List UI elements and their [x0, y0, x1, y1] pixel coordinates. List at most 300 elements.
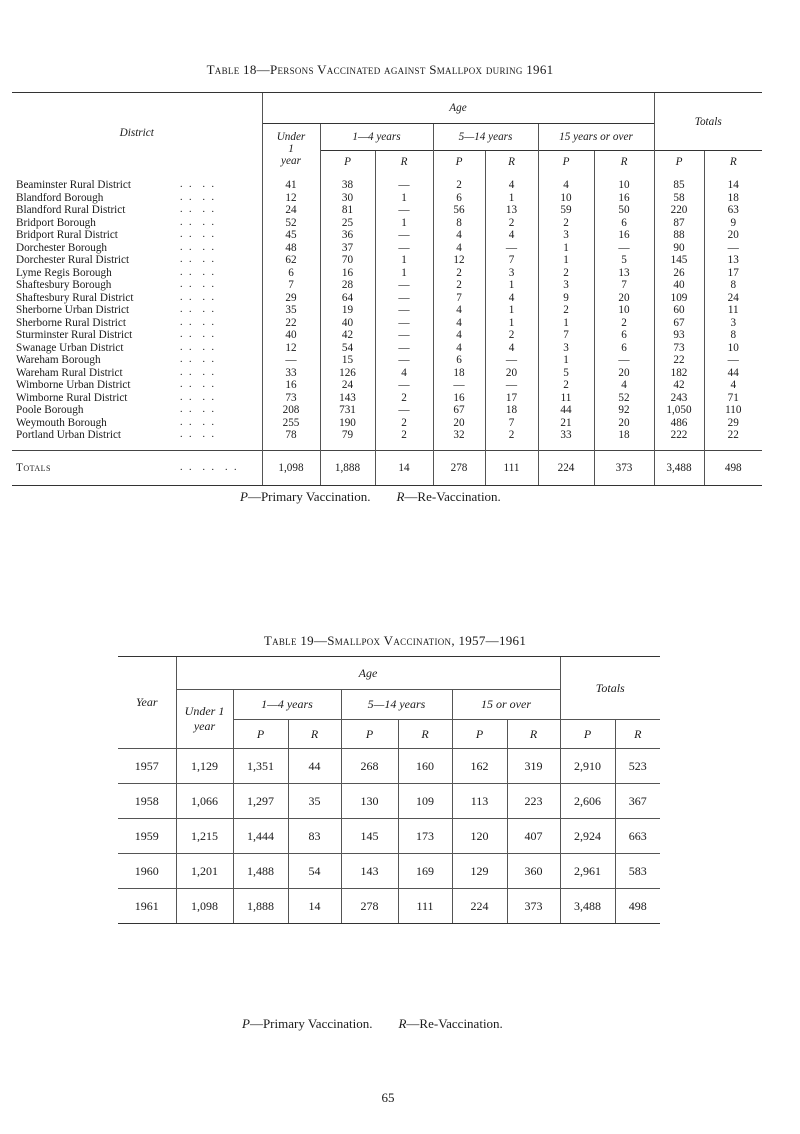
- table-19-title: Table 19—Smallpox Vaccination, 1957—1961: [263, 633, 527, 648]
- leader-dots: . . . .: [180, 204, 216, 215]
- cell-a-p: 731: [320, 404, 375, 417]
- district-name: Wimborne Rural District: [16, 391, 128, 404]
- cell-c-r: 4: [594, 379, 654, 392]
- age-header: Age: [262, 93, 654, 124]
- table-row: [12, 329, 762, 342]
- cell-u1: 48: [262, 242, 320, 255]
- table-19: [118, 656, 660, 924]
- cell-u1: 1,098: [176, 889, 233, 924]
- cell-t-p: 67: [654, 317, 704, 330]
- cell-b-r: 18: [485, 404, 538, 417]
- table-19-legend: P—Primary Vaccination. R—Re-Vaccination.: [242, 1016, 503, 1031]
- cell-b-r: 7: [485, 254, 538, 267]
- cell-a-r: —: [375, 229, 433, 242]
- cell-b-p: 18: [433, 367, 485, 380]
- cell-b-p: 268: [341, 749, 398, 784]
- cell-b-r: 2: [485, 329, 538, 342]
- cell-b-r: 4: [485, 292, 538, 305]
- cell-c-r: 6: [594, 329, 654, 342]
- cell-a-p: 79: [320, 429, 375, 450]
- leader-dots: . . . .: [180, 254, 216, 265]
- cell-c-r: 5: [594, 254, 654, 267]
- cell-a-r: 2: [375, 417, 433, 430]
- cell-b-p: 130: [341, 784, 398, 819]
- year-header: Year: [118, 657, 176, 749]
- cell-u1: 52: [262, 217, 320, 230]
- cell-c-p: 1: [538, 242, 594, 255]
- cell-a-r: —: [375, 317, 433, 330]
- cell-a-p: 64: [320, 292, 375, 305]
- cell-t-p: 88: [654, 229, 704, 242]
- cell-b-r: 109: [398, 784, 452, 819]
- cell-t-r: 663: [615, 819, 660, 854]
- cell-a-p: 38: [320, 173, 375, 192]
- under-1-header: Under 1 year: [262, 124, 320, 174]
- cell-t-p: 486: [654, 417, 704, 430]
- cell-b-r: 3: [485, 267, 538, 280]
- cell-a-r: 4: [375, 367, 433, 380]
- p-header: P: [452, 720, 507, 749]
- cell-b-r: 7: [485, 417, 538, 430]
- cell-u1: —: [262, 354, 320, 367]
- cell-u1: 62: [262, 254, 320, 267]
- district-name: Wareham Borough: [16, 354, 101, 366]
- under-1-header: Under 1 year: [176, 690, 233, 749]
- cell-a-p: 40: [320, 317, 375, 330]
- cell-b-p: 32: [433, 429, 485, 450]
- cell-b-p: 12: [433, 254, 485, 267]
- leader-dots: . . . .: [180, 191, 216, 203]
- leader-dots: . . . .: [180, 379, 216, 390]
- cell-c-r: 50: [594, 204, 654, 217]
- cell-b-p: 4: [433, 304, 485, 317]
- cell-u1: 33: [262, 367, 320, 380]
- age-1-4-header: 1—4 years: [233, 690, 341, 720]
- cell-t-p: 2,961: [560, 854, 615, 889]
- cell-b-p: 145: [341, 819, 398, 854]
- cell-t-r: 44: [704, 367, 762, 380]
- cell-b-r: 1: [485, 304, 538, 317]
- leader-dots: . . . .: [180, 229, 216, 240]
- cell-t-r: 29: [704, 417, 762, 430]
- district-name: Sherborne Urban District: [16, 304, 130, 316]
- cell-b-r: 1: [485, 279, 538, 292]
- district-name: Lyme Regis Borough: [16, 266, 112, 279]
- cell-u1: 1,215: [176, 819, 233, 854]
- cell-b-p: 20: [433, 417, 485, 430]
- cell-t-p: 2,910: [560, 749, 615, 784]
- cell-a-p: 143: [320, 392, 375, 405]
- cell-c-p: 2: [538, 304, 594, 317]
- cell-t-p: 222: [654, 429, 704, 450]
- table-row: [12, 367, 762, 380]
- cell-a-p: 42: [320, 329, 375, 342]
- table-row: [12, 379, 762, 392]
- cell-b-p: 6: [433, 192, 485, 205]
- cell-t-p: 109: [654, 292, 704, 305]
- leader-dots: . . . .: [180, 241, 216, 253]
- age-5-14-header: 5—14 years: [341, 690, 452, 720]
- cell-c-r: —: [594, 354, 654, 367]
- cell-c-r: —: [594, 242, 654, 255]
- cell-b-p: 4: [433, 242, 485, 255]
- cell-c-p: 2: [538, 217, 594, 230]
- district-name: Sherborne Rural District: [16, 316, 126, 329]
- leader-dots: . . . .: [180, 266, 216, 278]
- cell-u1: 1,201: [176, 854, 233, 889]
- cell-u1: 16: [262, 379, 320, 392]
- page-number: 65: [381, 1090, 395, 1105]
- cell-c-r: 6: [594, 342, 654, 355]
- cell-t-r: 20: [704, 229, 762, 242]
- cell-t-r: 4: [704, 379, 762, 392]
- age-header: Age: [176, 657, 560, 690]
- cell-t-p: 90: [654, 242, 704, 255]
- cell-b-p: 56: [433, 204, 485, 217]
- table-row: [12, 173, 762, 192]
- total-15-r: 373: [594, 450, 654, 485]
- cell-t-p: 145: [654, 254, 704, 267]
- leader-dots: . . . .: [180, 329, 216, 340]
- cell-a-p: 16: [320, 267, 375, 280]
- cell-c-r: 18: [594, 429, 654, 450]
- cell-a-p: 15: [320, 354, 375, 367]
- r-header: R: [507, 720, 560, 749]
- cell-c-p: 10: [538, 192, 594, 205]
- cell-t-p: 26: [654, 267, 704, 280]
- r-header: R: [704, 151, 762, 174]
- cell-t-r: —: [704, 354, 762, 367]
- cell-c-p: 4: [538, 173, 594, 192]
- p-header: P: [433, 151, 485, 174]
- cell-b-r: 4: [485, 173, 538, 192]
- r-header: R: [288, 720, 341, 749]
- cell-a-r: —: [375, 304, 433, 317]
- cell-b-p: 4: [433, 329, 485, 342]
- leader-dots: . . . .: [180, 341, 216, 353]
- district-name: Dorchester Borough: [16, 241, 108, 254]
- cell-u1: 7: [262, 279, 320, 292]
- cell-c-r: 92: [594, 404, 654, 417]
- cell-u1: 1,129: [176, 749, 233, 784]
- district-name: Weymouth Borough: [16, 416, 107, 429]
- district-name: Sturminster Rural District: [16, 329, 133, 341]
- cell-t-p: 60: [654, 304, 704, 317]
- age-1-4-header: 1—4 years: [320, 124, 433, 151]
- cell-t-p: 243: [654, 392, 704, 405]
- cell-b-r: —: [485, 379, 538, 392]
- cell-c-r: 407: [507, 819, 560, 854]
- cell-a-r: —: [375, 329, 433, 342]
- cell-a-p: 70: [320, 254, 375, 267]
- table-row: [12, 404, 762, 417]
- cell-b-r: 4: [485, 229, 538, 242]
- cell-b-r: 160: [398, 749, 452, 784]
- district-name: Blandford Borough: [16, 191, 104, 204]
- table-row: [12, 304, 762, 317]
- cell-t-p: 93: [654, 329, 704, 342]
- cell-year: 1959: [118, 819, 176, 854]
- cell-c-p: 33: [538, 429, 594, 450]
- cell-c-r: 360: [507, 854, 560, 889]
- cell-c-p: 3: [538, 342, 594, 355]
- cell-t-r: 8: [704, 329, 762, 342]
- r-header: R: [485, 151, 538, 174]
- cell-c-r: 13: [594, 267, 654, 280]
- table-row: [12, 417, 762, 430]
- cell-a-r: —: [375, 279, 433, 292]
- district-name: Dorchester Rural District: [16, 254, 130, 266]
- cell-u1: 45: [262, 229, 320, 242]
- totals-label: Totals: [12, 450, 180, 485]
- p-header: P: [538, 151, 594, 174]
- cell-a-p: 81: [320, 204, 375, 217]
- cell-b-r: 169: [398, 854, 452, 889]
- table-18: [12, 92, 762, 486]
- cell-year: 1958: [118, 784, 176, 819]
- cell-t-r: 110: [704, 404, 762, 417]
- cell-a-r: —: [375, 342, 433, 355]
- leader-dots: . . . .: [180, 404, 216, 415]
- cell-c-p: 1: [538, 254, 594, 267]
- cell-a-p: 126: [320, 367, 375, 380]
- district-name: Shaftesbury Rural District: [16, 291, 134, 304]
- cell-a-p: 54: [320, 342, 375, 355]
- cell-a-p: 1,488: [233, 854, 288, 889]
- district-name: Swanage Urban District: [16, 341, 124, 354]
- cell-t-p: 22: [654, 354, 704, 367]
- cell-b-r: —: [485, 354, 538, 367]
- cell-t-p: 220: [654, 204, 704, 217]
- total-15-p: 224: [538, 450, 594, 485]
- cell-b-p: 143: [341, 854, 398, 889]
- cell-c-p: 129: [452, 854, 507, 889]
- cell-a-r: —: [375, 292, 433, 305]
- cell-a-r: 1: [375, 254, 433, 267]
- district-name: Portland Urban District: [16, 429, 122, 441]
- table-row: [12, 192, 762, 205]
- cell-c-r: 16: [594, 192, 654, 205]
- table-row: [118, 854, 660, 889]
- table-18-legend: P—Primary Vaccination. R—Re-Vaccination.: [240, 489, 501, 504]
- cell-b-p: 7: [433, 292, 485, 305]
- leader-dots: . . . . . .: [180, 450, 262, 485]
- cell-t-p: 182: [654, 367, 704, 380]
- cell-c-r: 10: [594, 173, 654, 192]
- cell-c-p: 21: [538, 417, 594, 430]
- district-name: Wareham Rural District: [16, 366, 123, 379]
- table-row: [118, 749, 660, 784]
- cell-a-p: 37: [320, 242, 375, 255]
- cell-a-r: 2: [375, 392, 433, 405]
- table-row: [12, 279, 762, 292]
- cell-c-p: 7: [538, 329, 594, 342]
- cell-t-r: 8: [704, 279, 762, 292]
- cell-b-r: 13: [485, 204, 538, 217]
- table-row: [118, 819, 660, 854]
- cell-a-r: 14: [288, 889, 341, 924]
- table-row: [118, 889, 660, 924]
- district-name: Beaminster Rural District: [16, 179, 131, 191]
- cell-t-r: 9: [704, 217, 762, 230]
- cell-c-r: 20: [594, 292, 654, 305]
- cell-a-r: —: [375, 173, 433, 192]
- cell-t-p: 42: [654, 379, 704, 392]
- cell-a-r: 1: [375, 217, 433, 230]
- totals-header: Totals: [560, 657, 660, 720]
- age-15-header: 15 or over: [452, 690, 560, 720]
- district-name: Poole Borough: [16, 404, 84, 416]
- cell-b-r: —: [485, 242, 538, 255]
- cell-c-r: 319: [507, 749, 560, 784]
- table-row: [12, 292, 762, 305]
- table-row: [12, 317, 762, 330]
- cell-t-r: 71: [704, 392, 762, 405]
- cell-b-r: 1: [485, 317, 538, 330]
- cell-t-r: 11: [704, 304, 762, 317]
- table-row: [12, 254, 762, 267]
- cell-c-p: 9: [538, 292, 594, 305]
- age-5-14-header: 5—14 years: [433, 124, 538, 151]
- cell-t-r: 24: [704, 292, 762, 305]
- district-name: Wimborne Urban District: [16, 379, 131, 391]
- cell-a-p: 190: [320, 417, 375, 430]
- cell-a-p: 1,444: [233, 819, 288, 854]
- cell-t-r: 523: [615, 749, 660, 784]
- cell-c-p: 3: [538, 229, 594, 242]
- table-row: [12, 267, 762, 280]
- cell-c-p: 113: [452, 784, 507, 819]
- totals-header: Totals: [654, 93, 762, 151]
- cell-u1: 208: [262, 404, 320, 417]
- cell-u1: 12: [262, 342, 320, 355]
- cell-u1: 41: [262, 173, 320, 192]
- cell-u1: 35: [262, 304, 320, 317]
- cell-b-r: 2: [485, 429, 538, 450]
- total-r: 498: [704, 450, 762, 485]
- r-header: R: [594, 151, 654, 174]
- cell-a-p: 36: [320, 229, 375, 242]
- leader-dots: . . . .: [180, 316, 216, 328]
- cell-t-r: —: [704, 242, 762, 255]
- cell-c-r: 10: [594, 304, 654, 317]
- cell-c-r: 16: [594, 229, 654, 242]
- table-row: [12, 342, 762, 355]
- cell-t-r: 17: [704, 267, 762, 280]
- cell-t-p: 1,050: [654, 404, 704, 417]
- cell-a-r: 35: [288, 784, 341, 819]
- cell-year: 1957: [118, 749, 176, 784]
- cell-a-p: 30: [320, 192, 375, 205]
- table-row: [12, 217, 762, 230]
- table-row: [118, 784, 660, 819]
- cell-c-p: 5: [538, 367, 594, 380]
- cell-c-p: 59: [538, 204, 594, 217]
- cell-year: 1960: [118, 854, 176, 889]
- cell-u1: 40: [262, 329, 320, 342]
- cell-a-r: —: [375, 242, 433, 255]
- cell-a-r: 44: [288, 749, 341, 784]
- cell-b-p: 2: [433, 279, 485, 292]
- p-header: P: [654, 151, 704, 174]
- cell-c-r: 2: [594, 317, 654, 330]
- leader-dots: . . . .: [180, 304, 216, 315]
- leader-dots: . . . .: [180, 179, 216, 190]
- cell-b-p: 4: [433, 229, 485, 242]
- cell-b-p: 8: [433, 217, 485, 230]
- cell-a-r: —: [375, 354, 433, 367]
- table-row: [12, 242, 762, 255]
- cell-t-r: 63: [704, 204, 762, 217]
- cell-a-p: 25: [320, 217, 375, 230]
- cell-u1: 6: [262, 267, 320, 280]
- cell-b-r: 173: [398, 819, 452, 854]
- cell-c-p: 2: [538, 267, 594, 280]
- r-header: R: [615, 720, 660, 749]
- cell-c-p: 162: [452, 749, 507, 784]
- cell-u1: 255: [262, 417, 320, 430]
- r-header: R: [398, 720, 452, 749]
- cell-a-r: 2: [375, 429, 433, 450]
- cell-c-r: 7: [594, 279, 654, 292]
- cell-t-r: 14: [704, 173, 762, 192]
- total-5-14-r: 111: [485, 450, 538, 485]
- district-name: Blandford Rural District: [16, 204, 126, 216]
- cell-c-r: 6: [594, 217, 654, 230]
- cell-a-p: 24: [320, 379, 375, 392]
- leader-dots: . . . .: [180, 354, 216, 365]
- cell-a-r: 1: [375, 192, 433, 205]
- cell-t-p: 73: [654, 342, 704, 355]
- table-row: [12, 229, 762, 242]
- cell-u1: 78: [262, 429, 320, 450]
- cell-b-r: 1: [485, 192, 538, 205]
- leader-dots: . . . .: [180, 391, 216, 403]
- cell-c-r: 223: [507, 784, 560, 819]
- p-header: P: [320, 151, 375, 174]
- leader-dots: . . . .: [180, 279, 216, 290]
- cell-c-p: 2: [538, 379, 594, 392]
- cell-t-p: 87: [654, 217, 704, 230]
- district-name: Bridport Borough: [16, 216, 96, 229]
- cell-c-p: 11: [538, 392, 594, 405]
- cell-b-r: 2: [485, 217, 538, 230]
- cell-c-r: 20: [594, 367, 654, 380]
- cell-t-r: 22: [704, 429, 762, 450]
- cell-b-p: —: [433, 379, 485, 392]
- cell-b-r: 17: [485, 392, 538, 405]
- cell-u1: 1,066: [176, 784, 233, 819]
- cell-u1: 22: [262, 317, 320, 330]
- cell-a-p: 19: [320, 304, 375, 317]
- cell-a-p: 1,351: [233, 749, 288, 784]
- cell-u1: 24: [262, 204, 320, 217]
- cell-year: 1961: [118, 889, 176, 924]
- age-15-header: 15 years or over: [538, 124, 654, 151]
- cell-a-r: 1: [375, 267, 433, 280]
- p-header: P: [233, 720, 288, 749]
- cell-t-p: 85: [654, 173, 704, 192]
- cell-t-r: 583: [615, 854, 660, 889]
- table-row: [12, 392, 762, 405]
- cell-a-r: —: [375, 404, 433, 417]
- district-name: Bridport Rural District: [16, 229, 118, 241]
- district-name: Shaftesbury Borough: [16, 279, 112, 291]
- cell-a-r: —: [375, 379, 433, 392]
- cell-c-p: 44: [538, 404, 594, 417]
- cell-c-r: 20: [594, 417, 654, 430]
- cell-t-p: 2,924: [560, 819, 615, 854]
